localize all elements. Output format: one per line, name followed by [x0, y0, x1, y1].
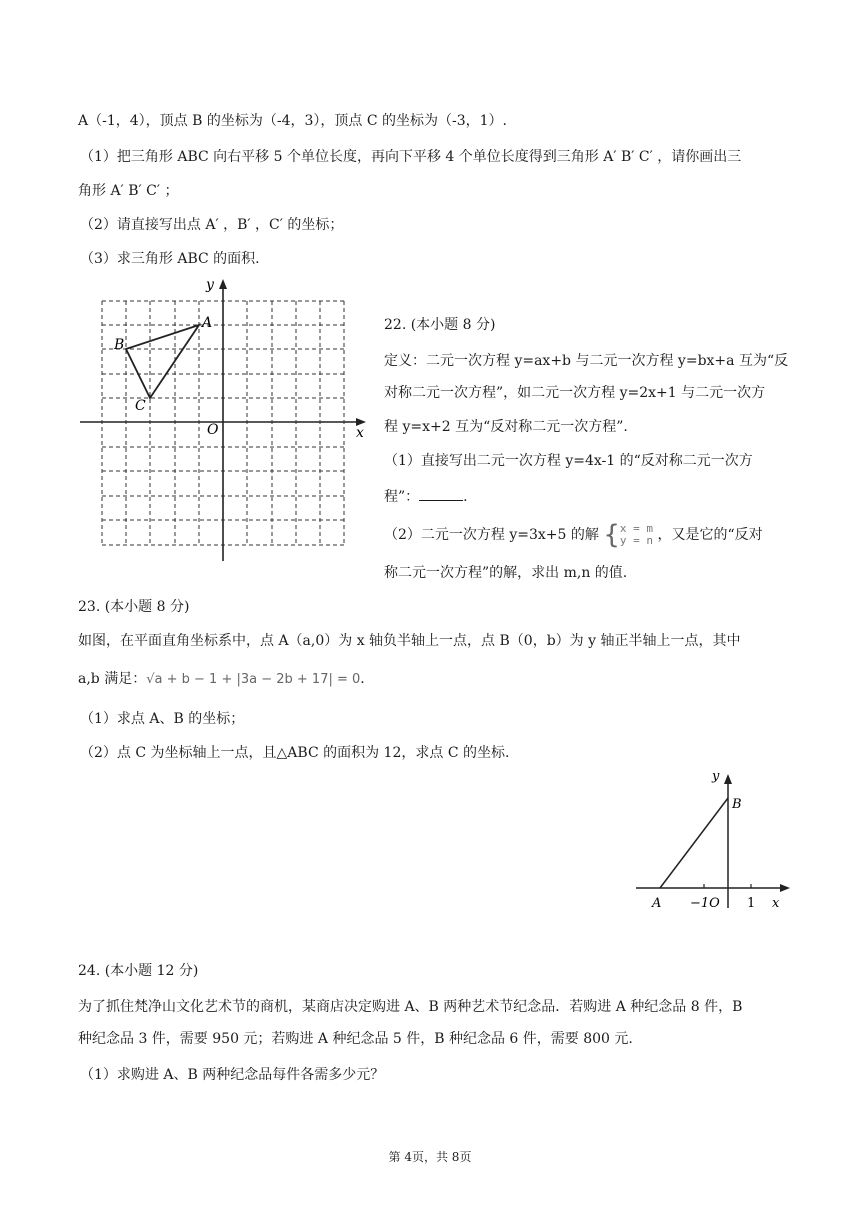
- q24-line2: 种纪念品 3 件，需要 950 元；若购进 A 种纪念品 5 件，B 种纪念品 6 件，需要 800 元.: [78, 1031, 633, 1047]
- q22-part2-text: （2）二元一次方程 y=3x+5 的解: [384, 527, 599, 543]
- q21-intro: A（-1，4），顶点 B 的坐标为（-4，3），顶点 C 的坐标为（-3，1）.: [78, 113, 507, 129]
- label-a: A: [202, 315, 213, 331]
- q22-def-line3: 程 y=x+2 互为“反对称二元一次方程”.: [384, 419, 628, 435]
- q22-def-line2: 对称二元一次方程”，如二元一次方程 y=2x+1 与二元一次方: [384, 385, 766, 401]
- q24-title: 24. (本小题 12 分): [78, 963, 199, 979]
- system-eq1: x = m: [619, 522, 654, 535]
- q24-line1: 为了抓住梵净山文化艺术节的商机，某商店决定购进 A、B 两种艺术节纪念品．若购进 A 种纪念品 8 件，B: [78, 999, 743, 1015]
- q23-figure: [632, 766, 802, 916]
- label-neg1-origin: −1O: [690, 896, 720, 911]
- left-brace-icon: {: [603, 520, 620, 550]
- label-x: x: [772, 896, 780, 911]
- q23-line2-text: a,b 满足：: [78, 671, 147, 687]
- q23-figure-svg: [632, 766, 802, 912]
- q21-grid-svg: [76, 275, 376, 565]
- triangle-abc: [126, 325, 199, 398]
- q21-part3: （3）求三角形 ABC 的面积.: [80, 251, 260, 267]
- system-eq2: y = n: [619, 534, 654, 547]
- q21-part1-line1: （1）把三角形 ABC 向右平移 5 个单位长度，再向下平移 4 个单位长度得到三角形 A′ B′ C′ ，请你画出三: [80, 149, 742, 165]
- q23-part2: （2）点 C 为坐标轴上一点，且△ABC 的面积为 12，求点 C 的坐标.: [80, 745, 510, 761]
- page-footer: 第 4页，共 8页: [388, 1150, 472, 1164]
- q21-part1-line2: 角形 A′ B′ C′ ；: [78, 183, 179, 199]
- q22-part2-line2: 称二元一次方程”的解，求出 m,n 的值.: [384, 565, 628, 581]
- q23-formula: √a + b − 1 + |3a − 2b + 17| = 0: [146, 672, 361, 687]
- label-x: x: [356, 425, 364, 441]
- label-origin: O: [207, 422, 219, 438]
- q22-title: 22. (本小题 8 分): [384, 317, 496, 333]
- x-axis-arrow-icon: [780, 884, 790, 892]
- q23-line2: [78, 670, 365, 689]
- segment-ab: [660, 798, 728, 888]
- label-b: B: [732, 797, 742, 812]
- label-a: A: [652, 896, 662, 911]
- y-axis-arrow-icon: [724, 774, 732, 784]
- label-y: y: [712, 769, 720, 784]
- label-one: 1: [747, 896, 756, 911]
- equation-system: [620, 523, 653, 547]
- q21-part2: （2）请直接写出点 A′ ，B′ ，C′ 的坐标；: [80, 217, 344, 233]
- q21-grid-figure: [76, 275, 376, 569]
- q23-line2-end: .: [360, 671, 365, 687]
- q22-part1-line1: （1）直接写出二元一次方程 y=4x-1 的“反对称二元一次方: [384, 453, 753, 469]
- label-b: B: [114, 337, 125, 353]
- label-y: y: [206, 277, 214, 293]
- label-c: C: [135, 398, 146, 414]
- q22-part2-line1: [384, 522, 763, 548]
- q22-def-line1: 定义：二元一次方程 y=ax+b 与二元一次方程 y=bx+a 互为“反: [384, 353, 789, 369]
- q23-part1: （1）求点 A、B 的坐标；: [80, 711, 245, 727]
- answer-blank: [419, 486, 463, 501]
- q23-title: 23. (本小题 8 分): [78, 599, 190, 615]
- y-axis-arrow-icon: [219, 279, 227, 289]
- q22-part1-text: 程”：: [384, 489, 420, 505]
- q22-part2-text-end: ，又是它的“反对: [657, 527, 763, 543]
- q24-part1: （1）求购进 A、B 两种纪念品每件各需多少元？: [80, 1067, 385, 1083]
- q23-line1: 如图，在平面直角坐标系中，点 A（a,0）为 x 轴负半轴上一点，点 B（0，b）为 y 轴正半轴上一点，其中: [78, 633, 741, 649]
- q22-part1-line2: 程”： .: [384, 486, 468, 506]
